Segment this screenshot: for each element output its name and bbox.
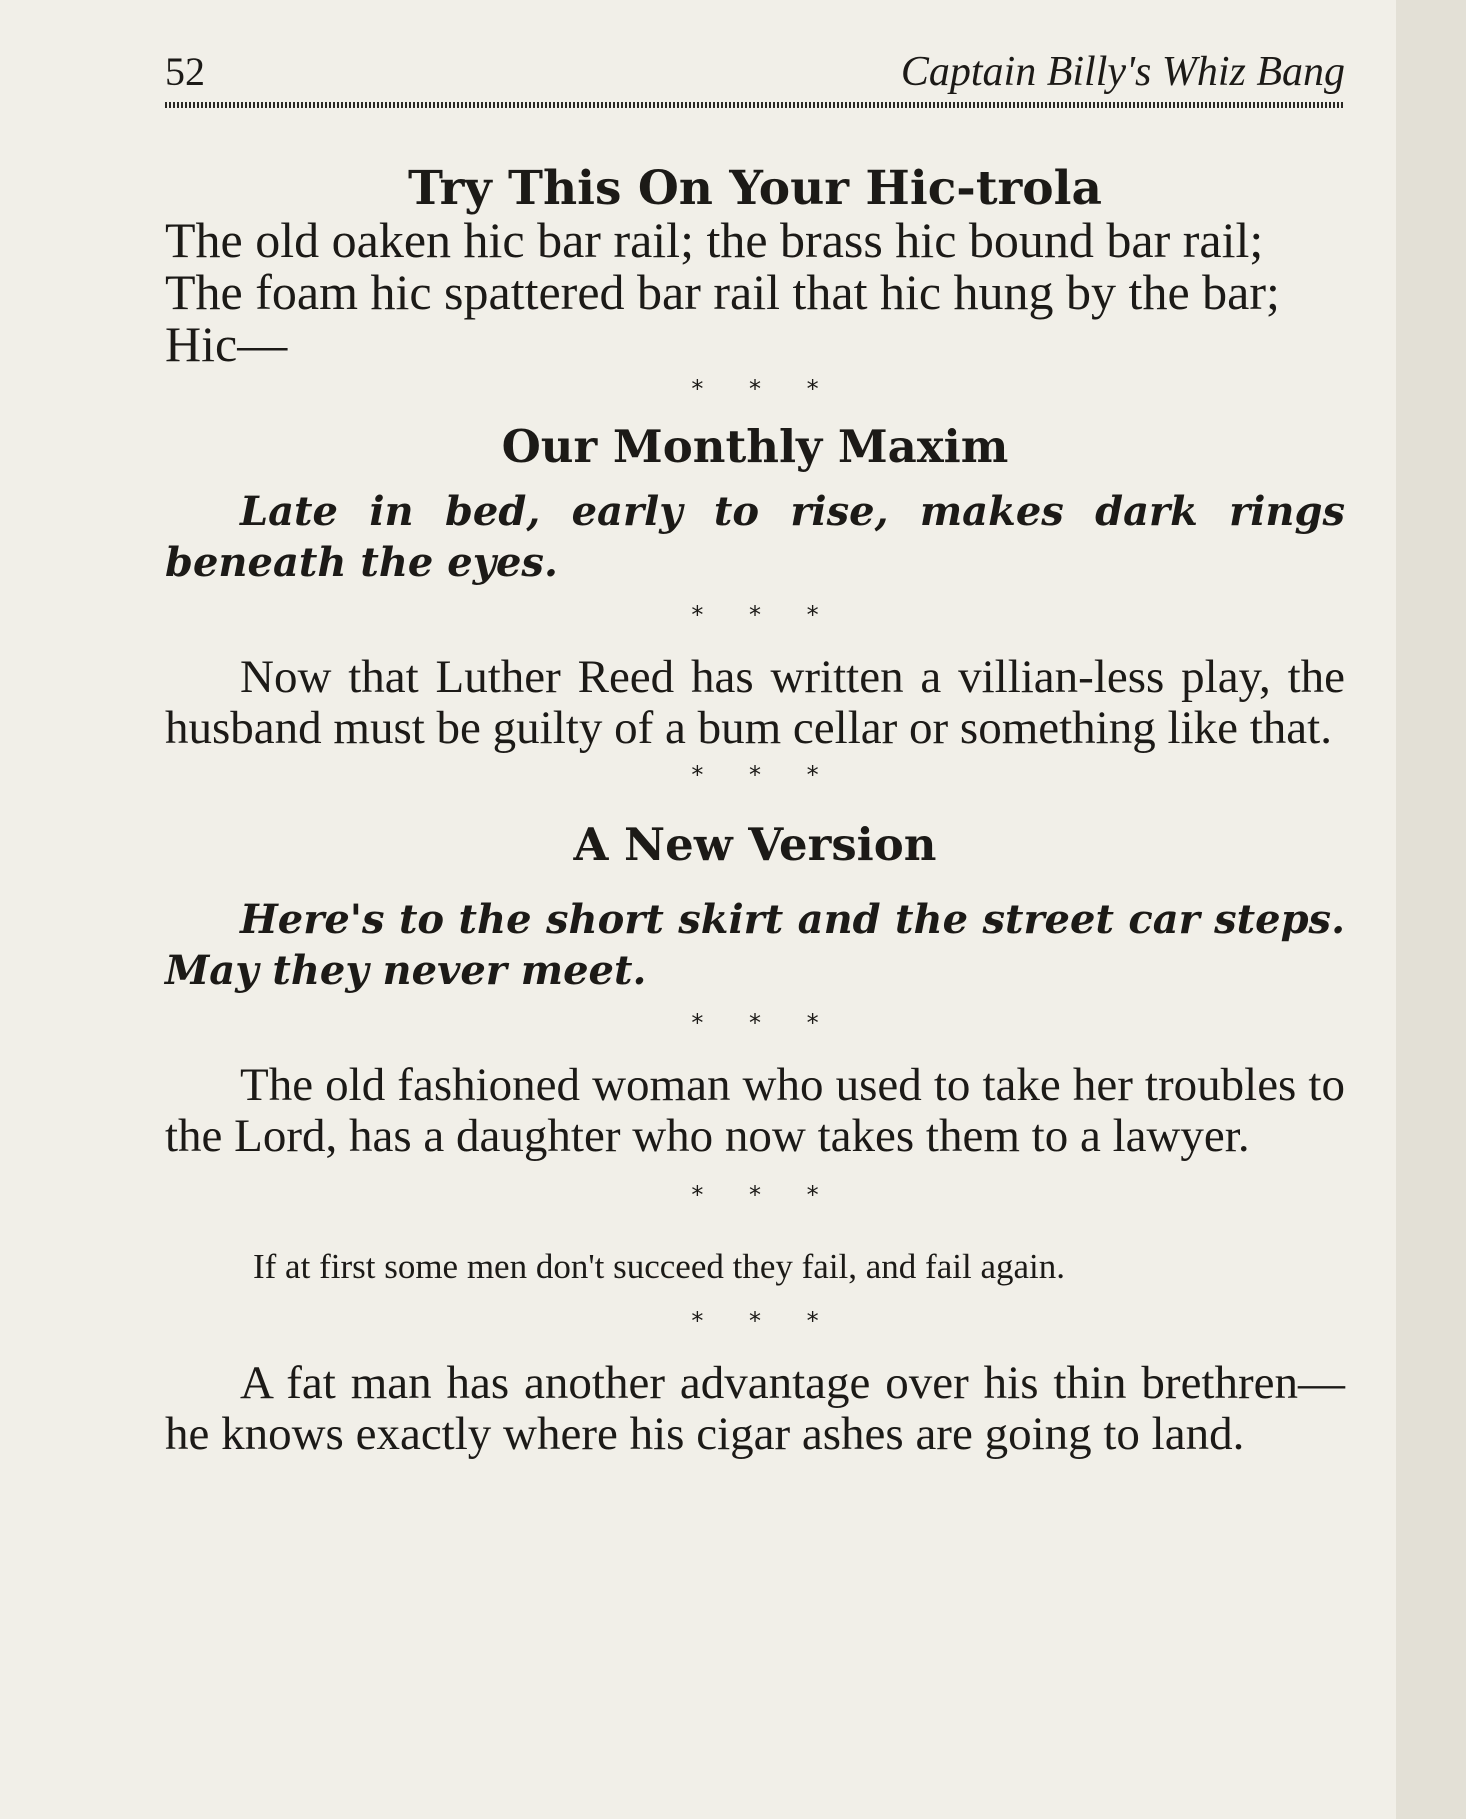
running-title: Captain Billy's Whiz Bang xyxy=(900,49,1345,95)
hictrola-heading: Try This On Your Hic-trola xyxy=(408,161,1102,216)
hictrola-poem xyxy=(165,214,1345,370)
separator-stars: * * * xyxy=(691,1307,819,1335)
running-head xyxy=(165,48,1345,100)
maxim-heading: Our Monthly Maxim xyxy=(501,420,1009,473)
separator-stars: * * * xyxy=(691,375,819,403)
poem-line: Hic— xyxy=(165,316,288,372)
maxim-text: Late in bed, early to rise, makes dark rings beneath the eyes. xyxy=(165,488,1345,586)
poem-line: The old oaken hic bar rail; the brass hic bound bar rail; xyxy=(165,212,1264,268)
separator-stars: * * * xyxy=(691,1009,819,1037)
new-version-heading: A New Version xyxy=(573,818,937,871)
old-fashioned-paragraph: The old fashioned woman who used to take her troubles to the Lord, has a daughter who now takes them to a lawyer. xyxy=(165,1059,1345,1162)
poem-line: The foam hic spattered bar rail that hic hung by the bar; xyxy=(165,264,1280,320)
page-gutter-shadow xyxy=(1396,0,1466,1819)
page-content xyxy=(165,48,1345,1460)
separator-stars: * * * xyxy=(691,601,819,629)
first-succeed-paragraph: If at first some men don't succeed they fail, and fail again. xyxy=(253,1247,1065,1286)
header-rule xyxy=(165,102,1345,108)
new-version-text: Here's to the short skirt and the street car steps. May they never meet. xyxy=(165,896,1345,994)
fat-man-paragraph: A fat man has another advantage over his thin brethren—he knows exactly where his cigar ashes are going to land. xyxy=(165,1357,1345,1460)
page-number: 52 xyxy=(165,49,205,94)
separator-stars: * * * xyxy=(691,761,819,789)
luther-reed-paragraph: Now that Luther Reed has written a villian-less play, the husband must be guilty of a bum cellar or something like that. xyxy=(165,651,1345,754)
separator-stars: * * * xyxy=(691,1181,819,1209)
